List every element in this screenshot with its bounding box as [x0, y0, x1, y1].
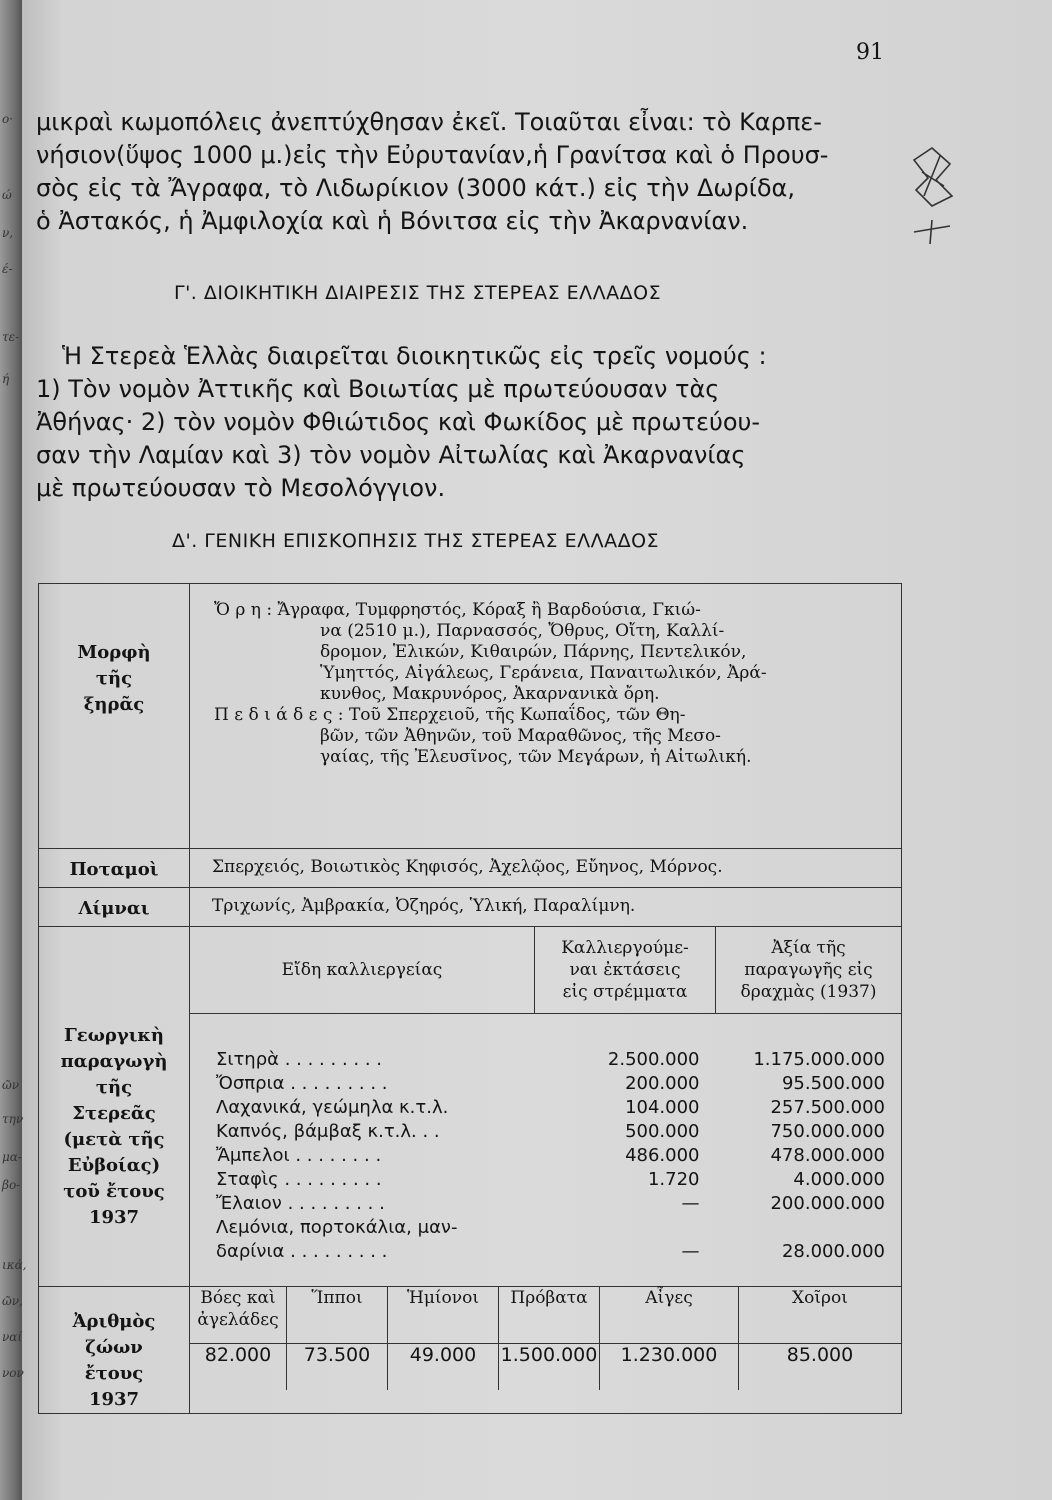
label-line: Γεωργικὴ: [63, 1025, 164, 1046]
crop-area: 104.000: [625, 1097, 700, 1118]
crop-area: 486.000: [625, 1145, 700, 1166]
potamoi-label: Ποταμοὶ: [39, 849, 190, 888]
crop-value: 750.000.000: [770, 1121, 885, 1142]
margin-fragment: ικά,: [2, 1258, 27, 1272]
animal-count: 1.500.000: [499, 1344, 600, 1391]
label-line: παραγωγὴ: [60, 1051, 168, 1072]
crop-value: 478.000.000: [770, 1145, 885, 1166]
crop-name: Λεμόνια, πορτοκάλια, μαν-: [216, 1217, 458, 1238]
crop-row: [190, 1048, 901, 1072]
crop-row: [190, 1216, 901, 1240]
crop-name: Σιτηρὰ . . . . . . . . .: [216, 1049, 382, 1070]
pedia-line: βῶν, τῶν Ἀθηνῶν, τοῦ Μαραθῶνος, τῆς Μεσο-: [320, 726, 721, 746]
animals-table: [190, 1287, 901, 1390]
header-line: Ἀξία τῆς: [771, 938, 846, 958]
label-line: 1937: [88, 1389, 140, 1410]
text-line: Ἀθήνας· 2) τὸν νομὸν Φθιώτιδος καὶ Φωκίδος μὲ πρωτεύου-: [36, 408, 761, 436]
margin-fragment: μα-: [2, 1150, 22, 1164]
header-line: δραχμὰς (1937): [740, 982, 877, 1002]
crops-header-row: [190, 927, 901, 1014]
crop-row: [190, 1096, 901, 1120]
animal-count: 49.000: [388, 1344, 499, 1391]
ori-line: κυνθος, Μακρυνόρος, Ἀκαρνανικὰ ὄρη.: [320, 684, 660, 704]
crop-row: [190, 1120, 901, 1144]
label-line: ξηρᾶς: [83, 694, 145, 715]
section-g-title: Γ'. ΔΙΟΙΚΗΤΙΚΗ ΔΙΑΙΡΕΣΙΣ ΤΗΣ ΣΤΕΡΕΑΣ ΕΛΛΑΔΟΣ: [174, 282, 662, 304]
crops-table: [190, 927, 901, 1286]
crop-name: Ἄμπελοι . . . . . . . .: [216, 1145, 382, 1166]
label-line: ἔτους: [84, 1363, 144, 1384]
margin-fragment: ο·: [2, 112, 14, 126]
crop-name: δαρίνια . . . . . . . . .: [216, 1241, 388, 1262]
margin-fragment: ῶν: [2, 1078, 20, 1092]
crop-value: 28.000.000: [781, 1241, 885, 1262]
label-line: τῆς: [95, 1077, 133, 1098]
crop-name: Ὄσπρια . . . . . . . . .: [216, 1073, 388, 1094]
label-line: 1937: [88, 1207, 140, 1228]
animal-count: 1.230.000: [600, 1344, 739, 1391]
label-line: (μετὰ τῆς: [63, 1129, 165, 1150]
admin-division-paragraph: [36, 340, 908, 505]
crop-area: —: [681, 1193, 700, 1214]
label-line: τῆς: [95, 668, 133, 689]
margin-fragment: έ-: [2, 262, 13, 276]
potamoi-row: [39, 849, 902, 888]
animal-header: Πρόβατα: [499, 1287, 600, 1344]
header-line: εἰς στρέμματα: [562, 982, 688, 1002]
pedia-line: γαίας, τῆς Ἐλευσῖνος, τῶν Μεγάρων, ἡ Αἰτωλική.: [320, 747, 752, 767]
section-d-title: Δ'. ΓΕΝΙΚΗ ΕΠΙΣΚΟΠΗΣΙΣ ΤΗΣ ΣΤΕΡΕΑΣ ΕΛΛΑΔΟΣ: [172, 530, 660, 552]
area-header: [535, 927, 716, 1014]
ori-line: δρομον, Ἑλικών, Κιθαιρών, Πάρνης, Πεντελικόν,: [320, 642, 747, 662]
crop-area: 2.500.000: [607, 1049, 700, 1070]
margin-fragment: ῶν,: [2, 1294, 23, 1308]
header-line: ναι ἐκτάσεις: [569, 960, 681, 980]
text-line: ὁ Ἀστακός, ἡ Ἀμφιλοχία καὶ ἡ Βόνιτσα εἰς τὴν Ἀκαρνανίαν.: [36, 207, 749, 235]
animals-header-row: [190, 1287, 901, 1344]
crop-name: Ἔλαιον . . . . . . . . .: [216, 1193, 385, 1214]
label-line: τοῦ ἔτους: [63, 1181, 165, 1202]
margin-fragment: νον: [2, 1366, 24, 1380]
crop-row: [190, 1168, 901, 1192]
crop-value: 1.175.000.000: [753, 1049, 885, 1070]
value-header: [716, 927, 902, 1014]
georgiki-row: [39, 927, 902, 1287]
zoa-label: [39, 1287, 190, 1414]
animal-count: 85.000: [739, 1344, 902, 1391]
limnai-label: Λίμναι: [39, 888, 190, 927]
zoa-row: [39, 1287, 902, 1414]
text-line: Ἡ Στερεὰ Ἑλλὰς διαιρεῖται διοικητικῶς εἰς τρεῖς νομούς :: [62, 342, 767, 370]
crop-area: [535, 1216, 716, 1240]
crop-row: [190, 1192, 901, 1216]
crop-value: 95.500.000: [781, 1073, 885, 1094]
animal-count: 82.000: [204, 1344, 272, 1366]
header-line: Καλλιεργούμε-: [561, 938, 689, 958]
text-line: μικραὶ κωμοπόλεις ἀνεπτύχθησαν ἐκεῖ. Τοιαῦται εἶναι: τὸ Καρπε-: [36, 108, 822, 136]
morfi-content: [190, 584, 902, 849]
limnai-text: Τριχωνίς, Ἀμβρακία, Ὀζηρός, Ὑλική, Παραλίμνη.: [190, 888, 902, 927]
animals-values-row: [190, 1344, 901, 1391]
morfi-row: [39, 584, 902, 849]
crop-area: 1.720: [647, 1169, 700, 1190]
crop-row: [190, 1144, 901, 1168]
margin-fragment: ώ: [2, 188, 12, 202]
handwritten-mark-icon: [902, 140, 962, 260]
crop-area: 200.000: [625, 1073, 700, 1094]
crops-header: Εἴδη καλλιεργείας: [190, 927, 535, 1014]
crop-area: 500.000: [625, 1121, 700, 1142]
crop-value: 257.500.000: [770, 1097, 885, 1118]
potamoi-text: Σπερχειός, Βοιωτικὸς Κηφισός, Ἀχελῷος, Εὔηνος, Μόρνος.: [190, 849, 902, 888]
animal-header: Αἶγες: [600, 1287, 739, 1344]
crop-row: [190, 1072, 901, 1096]
page-number: 91: [856, 40, 884, 65]
text-line: μὲ πρωτεύουσαν τὸ Μεσολόγγιον.: [36, 474, 446, 502]
animal-header: Χοῖροι: [739, 1287, 902, 1344]
text-line: σὸς εἰς τὰ Ἄγραφα, τὸ Λιδωρίκιον (3000 κάτ.) εἰς τὴν Δωρίδα,: [36, 174, 795, 202]
animal-header: Ἡμίονοι: [388, 1287, 499, 1344]
label-line: Ἀριθμὸς: [72, 1311, 156, 1332]
intro-paragraph: [36, 106, 908, 238]
overview-table: [38, 583, 902, 1414]
pedia-line: Π ε δ ι ά δ ε ς : Τοῦ Σπερχειοῦ, τῆς Κωπαΐδος, τῶν Θη-: [214, 705, 686, 725]
text-line: σαν τὴν Λαμίαν καὶ 3) τὸν νομὸν Αἰτωλίας καὶ Ἀκαρνανίας: [36, 441, 746, 469]
crop-area: —: [681, 1241, 700, 1262]
margin-fragment: ναί: [2, 1330, 23, 1344]
crop-value: 200.000.000: [770, 1193, 885, 1214]
text-line: 1) Τὸν νομὸν Ἀττικῆς καὶ Βοιωτίας μὲ πρωτεύουσαν τὰς: [36, 375, 720, 403]
ori-line: Ὄ ρ η : Ἄγραφα, Τυμφρηστός, Κόραξ ἢ Βαρδούσια, Γκιώ-: [214, 600, 701, 620]
margin-fragment: ν,: [2, 226, 14, 240]
crop-name: Λαχανικά, γεώμηλα κ.τ.λ.: [216, 1097, 449, 1118]
label-line: Στερεᾶς: [72, 1103, 156, 1124]
animal-header: Βόες καὶ ἀγελάδες: [190, 1287, 287, 1344]
animal-count: 73.500: [287, 1344, 388, 1391]
margin-fragment: τε-: [2, 330, 20, 344]
animal-header: Ἵπποι: [287, 1287, 388, 1344]
zoa-content: [190, 1287, 902, 1414]
ori-line: Ὑμηττός, Αἰγάλεως, Γεράνεια, Παναιτωλικόν, Ἀρά-: [320, 663, 767, 683]
crop-name: Καπνός, βάμβαξ κ.τ.λ. . .: [216, 1121, 440, 1142]
header-line: παραγωγῆς εἰς: [744, 960, 873, 980]
text-line: νήσιον(ὕψος 1000 μ.)εἰς τὴν Εὐρυτανίαν,ἡ Γρανίτσα καὶ ὁ Προυσ-: [36, 141, 829, 169]
georgiki-content: [190, 927, 902, 1287]
label-line: Εὐβοίας): [67, 1155, 161, 1176]
limnai-row: [39, 888, 902, 927]
crop-value: [716, 1216, 902, 1240]
ori-line: να (2510 μ.), Παρνασσός, Ὄθρυς, Οἴτη, Καλλί-: [320, 621, 725, 641]
georgiki-label: [39, 927, 190, 1287]
label-line: Μορφὴ: [77, 642, 151, 663]
label-line: ζώων: [85, 1337, 143, 1358]
crop-row: [190, 1240, 901, 1264]
book-binding: [0, 0, 22, 1500]
crop-name: Σταφὶς . . . . . . . . .: [216, 1169, 382, 1190]
margin-fragment: ή: [2, 372, 10, 386]
margin-fragment: βο-: [2, 1178, 21, 1192]
morfi-label: [39, 584, 190, 849]
crop-value: 4.000.000: [793, 1169, 885, 1190]
margin-fragment: την: [2, 1112, 24, 1126]
